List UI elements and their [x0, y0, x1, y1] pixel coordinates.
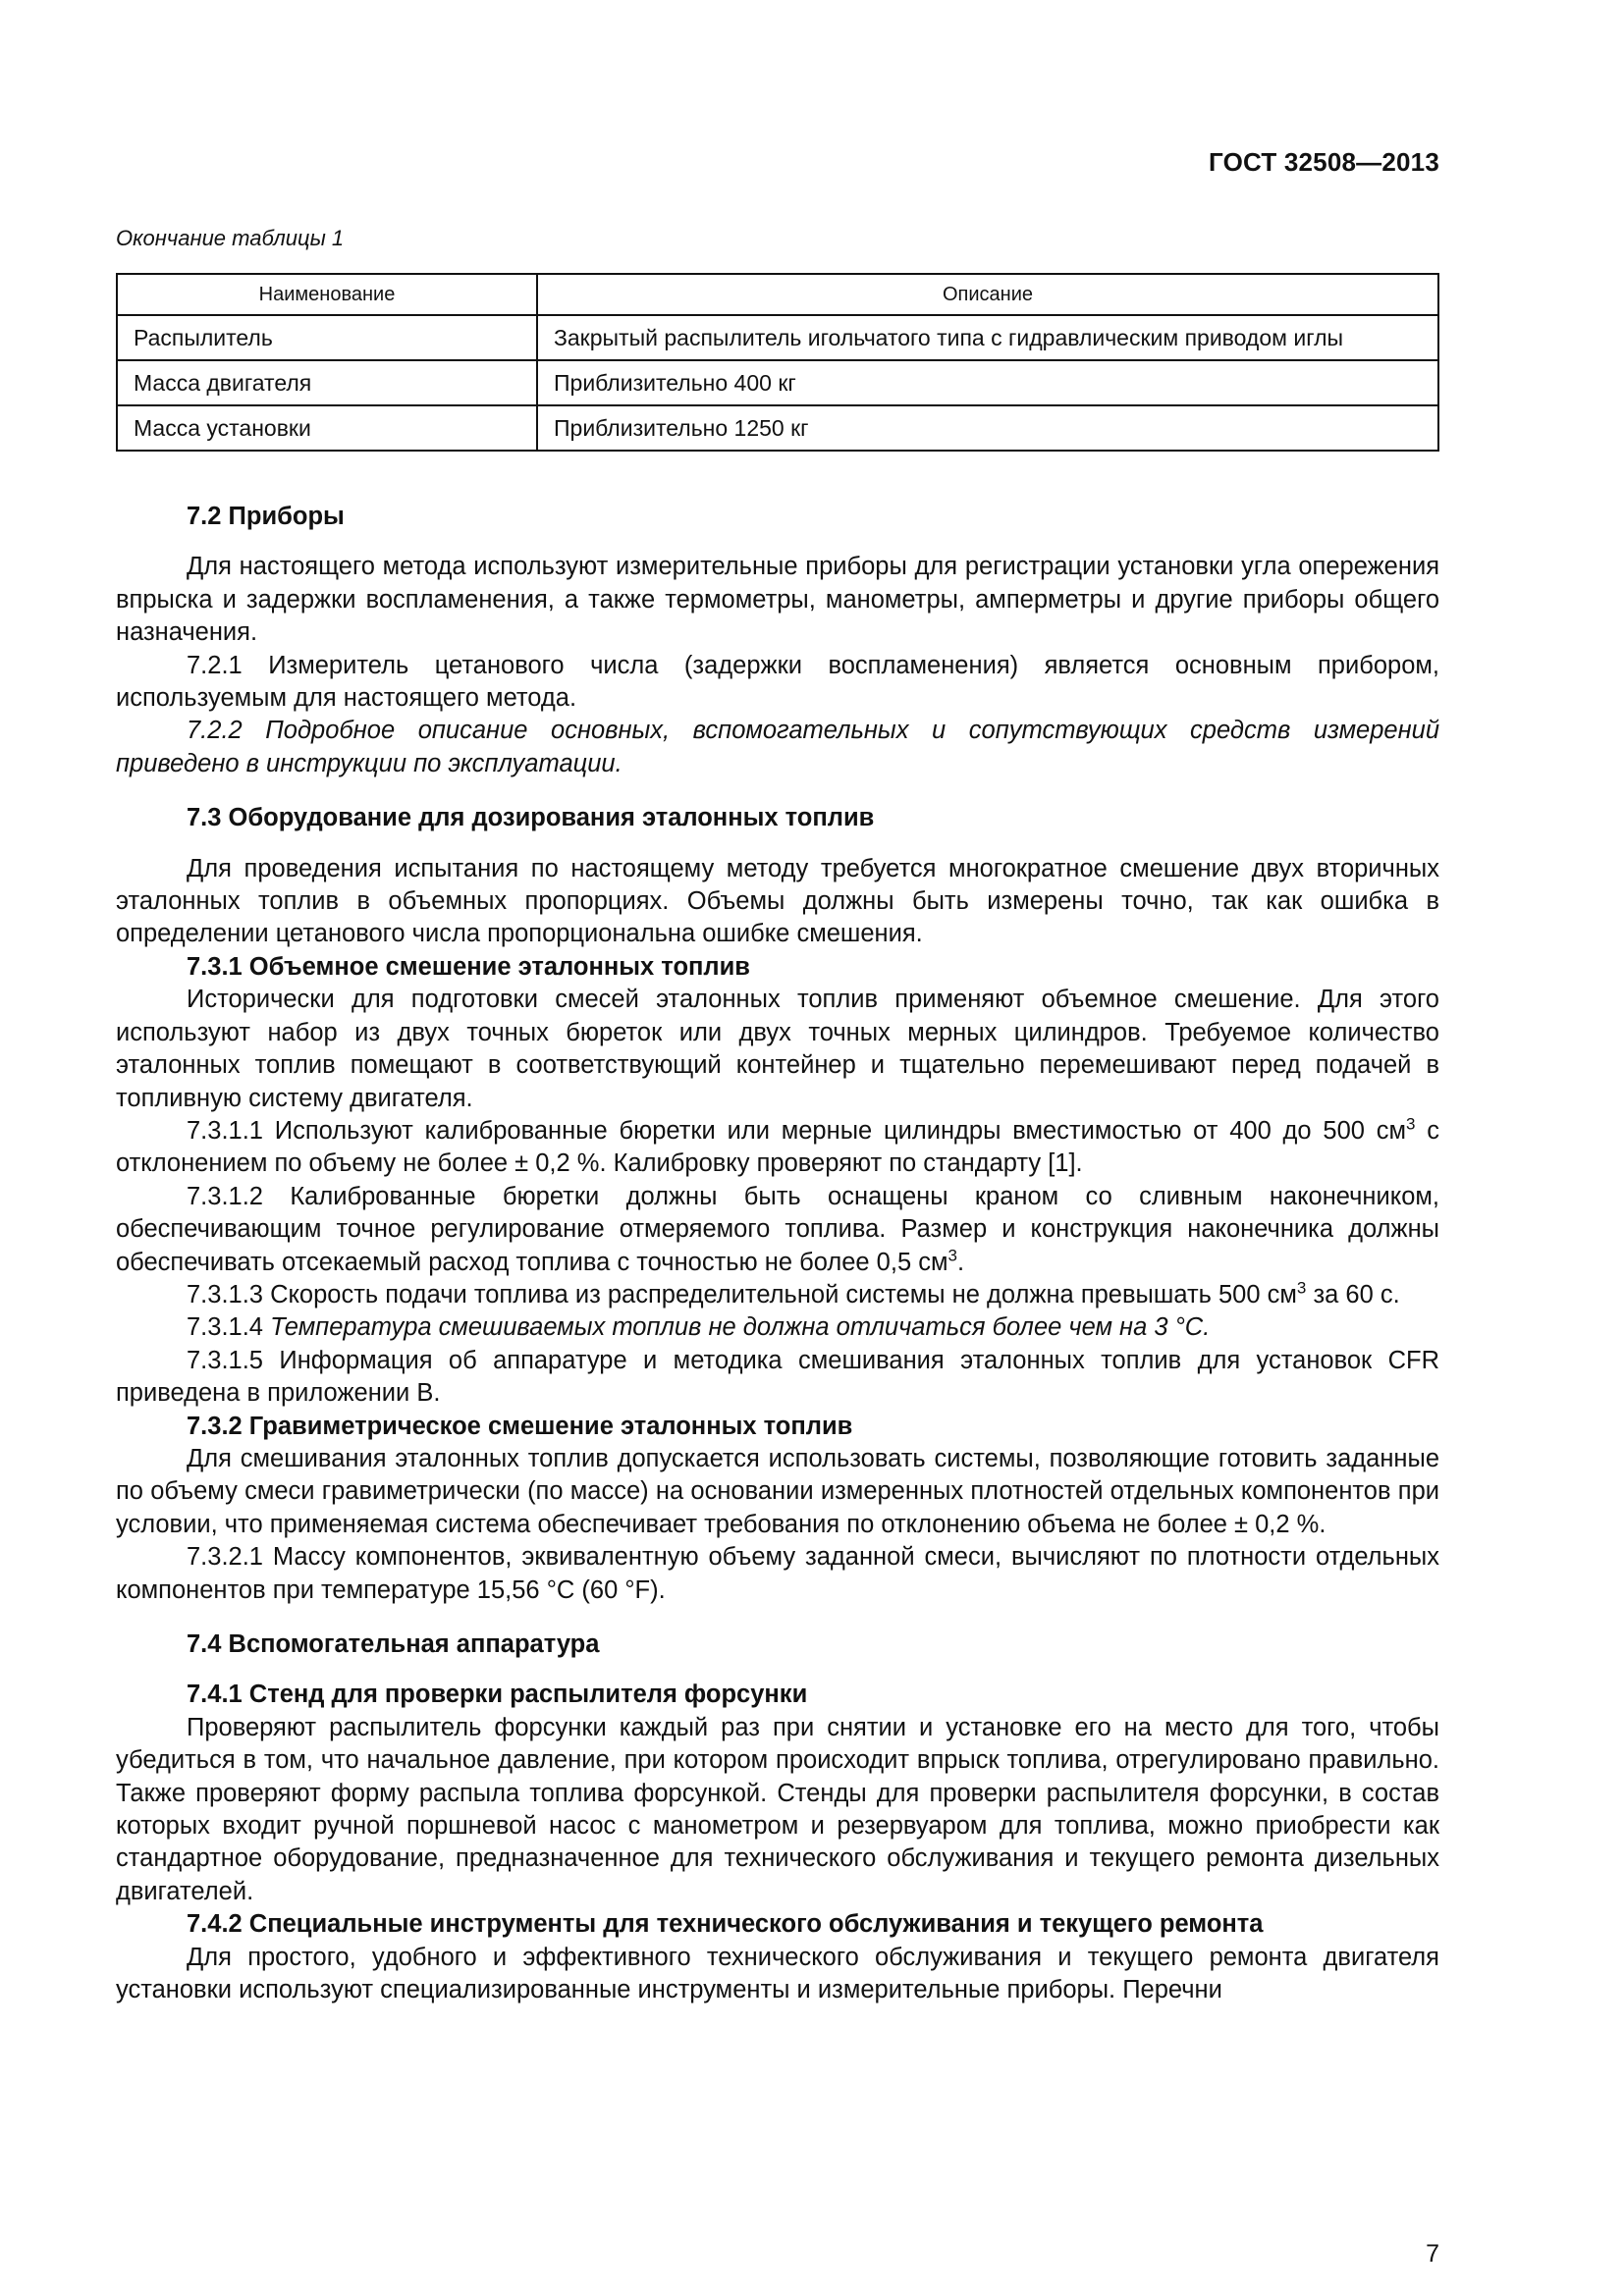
cell-name: Масса двигателя [117, 360, 537, 405]
table-row [117, 360, 1438, 405]
section-heading-7-3: 7.3 Оборудование для дозирования эталонных топлив [187, 804, 875, 832]
table-row [117, 405, 1438, 451]
standard-code: ГОСТ 32508—2013 [1209, 147, 1439, 177]
paragraph: 7.3.1.1 Используют калиброванные бюретки или мерные цилиндры вместимостью от 400 до 500 $см^3$ с отклонением по объему не более ± 0,2 %. Калибровку проверяют по стандарту [1]. [116, 1114, 1439, 1178]
subsection-heading-7-3-1: 7.3.1 Объемное смешение эталонных топлив [187, 952, 750, 981]
subsection-heading-7-3-2: 7.3.2 Гравиметрическое смешение эталонных топлив [187, 1412, 853, 1440]
subsection-heading-7-4-2: 7.4.2 Специальные инструменты для технического обслуживания и текущего ремонта [187, 1910, 1264, 1939]
table-caption: Окончание таблицы 1 [116, 226, 345, 250]
header-description: Описание [537, 274, 1438, 315]
section-heading-7-2: 7.2 Приборы [187, 503, 345, 530]
page-number: 7 [1426, 2240, 1439, 2268]
body-text [116, 501, 1439, 2006]
table-header-row [117, 274, 1438, 315]
paragraph: 7.2.2 Подробное описание основных, вспомогательных и сопутствующих средств измерений приведено в инструкции по эксплуатации. [116, 717, 1439, 777]
cell-name: Распылитель [117, 315, 537, 360]
table-row [117, 315, 1438, 360]
paragraph: 7.2.1 Измеритель цетанового числа (задержки воспламенения) является основным прибором, используемым для настоящего метода. [116, 651, 1439, 713]
paragraph: Исторически для подготовки смесей эталонных топлив применяют объемное смешение. Для этого используют набор из двух точных бюреток или двух точных мерных цилиндров. Требуемое количество эталонных топлив помещают в соответствующий контейнер и тщательно перемешивают перед подачей в топливную систему двигателя. [116, 986, 1439, 1112]
paragraph: Для простого, удобного и эффективного технического обслуживания и текущего ремонта двигателя установки используют специализированные инструменты и измерительные приборы. Перечни [116, 1943, 1439, 2004]
subsection-heading-7-4-1: 7.4.1 Стенд для проверки распылителя форсунки [187, 1681, 808, 1709]
paragraph: Для настоящего метода используют измерительные приборы для регистрации установки угла опережения впрыска и задержки воспламенения, а также термометры, манометры, амперметры и другие приборы общего назначения. [116, 553, 1439, 647]
paragraph: 7.3.1.3 Скорость подачи топлива из распределительной системы не должна превышать 500 $см^3$ за 60 с. [187, 1278, 1400, 1308]
paragraph: Проверяют распылитель форсунки каждый раз при снятии и установке его на место для того, чтобы убедиться в том, что начальное давление, при котором происходит впрыск топлива, отрегулировано правильно. Также проверяют форму распыла топлива форсункой. Стенды для проверки распылителя форсунки, в состав которых входит ручной поршневой насос с манометром и резервуаром для топлива, можно приобрести как стандартное оборудование, предназначенное для технического обслуживания и текущего ремонта дизельных двигателей. [116, 1713, 1439, 1905]
section-heading-7-4: 7.4 Вспомогательная аппаратура [187, 1630, 600, 1658]
cell-name: Масса установки [117, 405, 537, 451]
cell-description: Приблизительно 1250 кг [537, 405, 1438, 451]
paragraph: 7.3.2.1 Массу компонентов, эквивалентную объему заданной смеси, вычисляют по плотности отдельных компонентов при температуре 15,56 °С (60 °F). [116, 1543, 1439, 1604]
paragraph: 7.3.1.2 Калиброванные бюретки должны быть оснащены краном со сливным наконечником, обеспечивающим точное регулирование отмеряемого топлива. Размер и конструкция наконечника должны обеспечивать отсекаемый расход топлива с точностью не более 0,5 $см^3$. [116, 1182, 1439, 1276]
paragraph: 7.3.1.4 Температура смешиваемых топлив не должна отличаться более чем на 3 °С. [187, 1313, 1211, 1342]
cell-description: Приблизительно 400 кг [537, 360, 1438, 405]
header-name: Наименование [117, 274, 537, 315]
cell-description: Закрытый распылитель игольчатого типа с гидравлическим приводом иглы [537, 315, 1438, 360]
paragraph: 7.3.1.5 Информация об аппаратуре и методика смешивания эталонных топлив для установок CFR приведена в приложении В. [116, 1346, 1439, 1408]
spec-table [116, 273, 1439, 452]
paragraph: Для проведения испытания по настоящему методу требуется многократное смешение двух вторичных эталонных топлив в объемных пропорциях. Объемы должны быть измерены точно, так как ошибка в определении цетанового числа пропорциональна ошибке смешения. [116, 854, 1439, 948]
paragraph: Для смешивания эталонных топлив допускается использовать системы, позволяющие готовить заданные по объему смеси гравиметрически (по массе) на основании измеренных плотностей отдельных компонентов при условии, что применяемая система обеспечивает требования по отклонению объема не более ± 0,2 %. [116, 1444, 1439, 1538]
